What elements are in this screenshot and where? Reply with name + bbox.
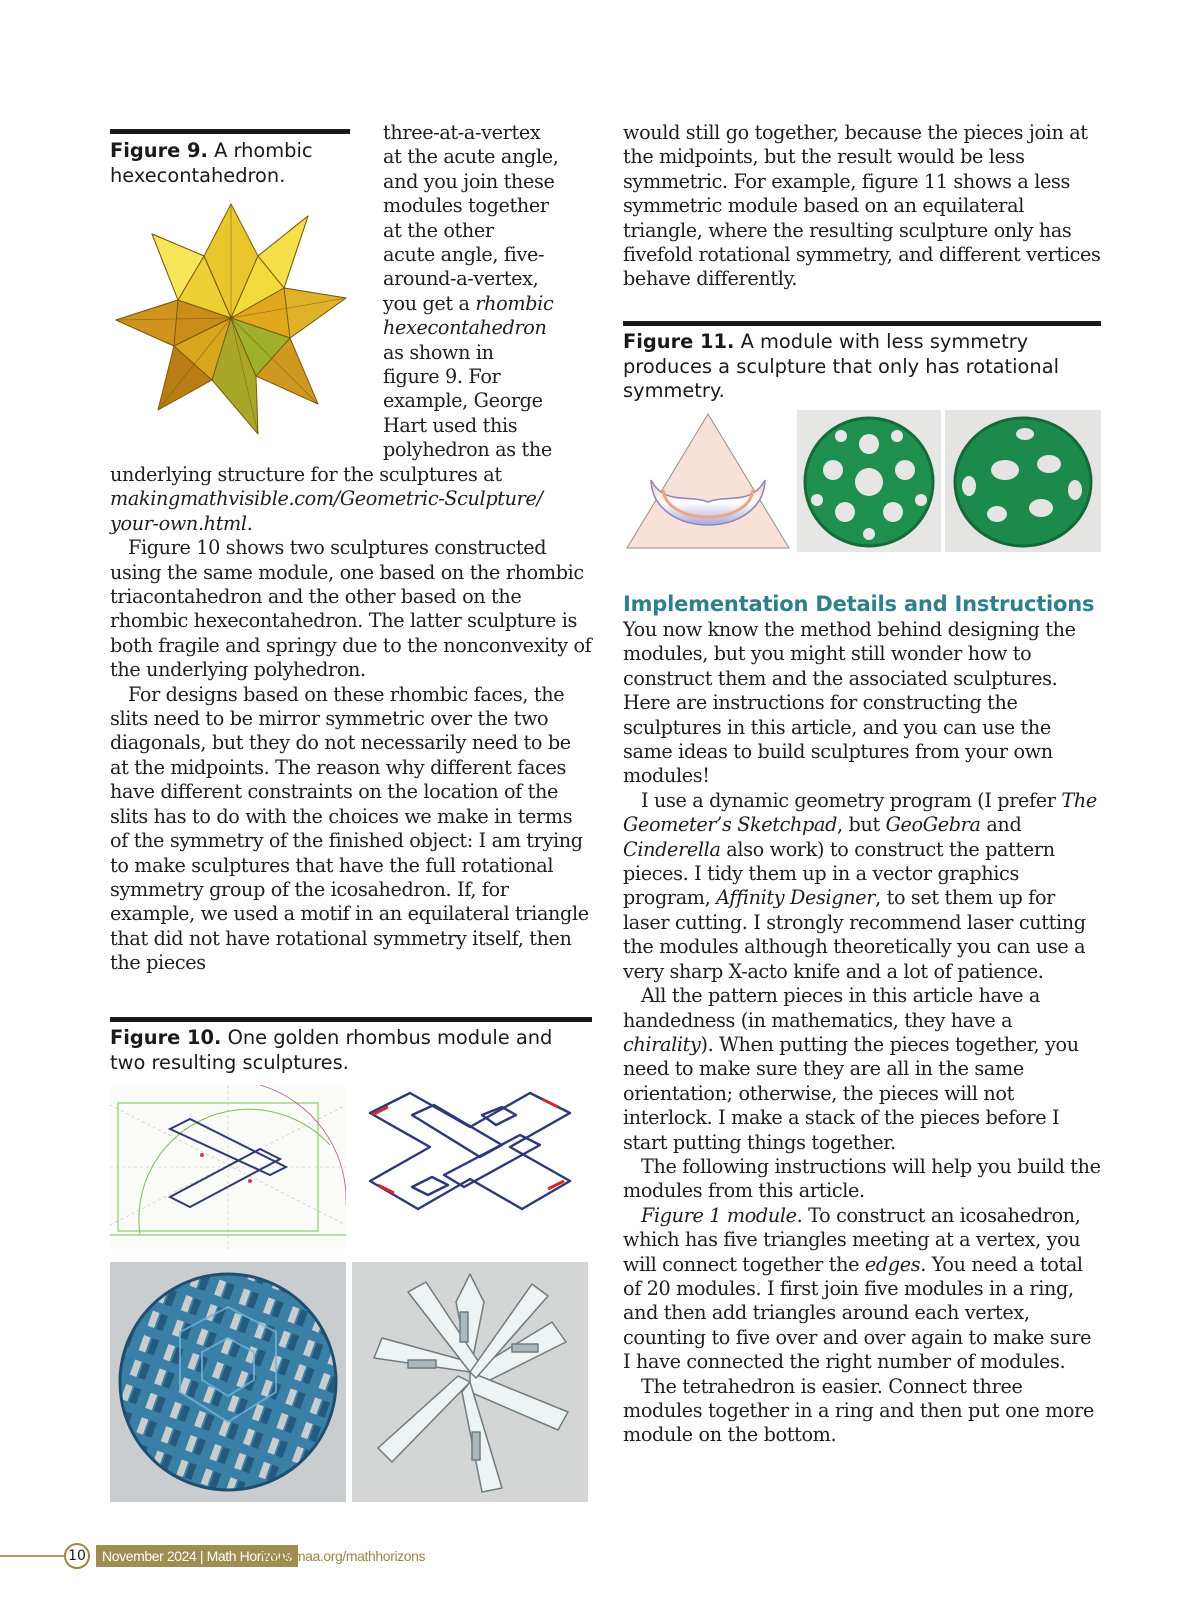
paragraph	[623, 1204, 1101, 1375]
fig10-module-pattern	[352, 1085, 588, 1249]
text-line: and you join these	[383, 169, 555, 193]
paragraph: The following instructions will help you build the modules from this article.	[623, 1154, 1101, 1203]
text-italic: rhombic	[475, 291, 554, 315]
text-italic: The Geometer’s Sketchpad	[623, 788, 1097, 837]
text-line: example, George	[383, 389, 543, 413]
text-line: around-a-vertex,	[383, 267, 539, 291]
text-italic: edges	[864, 1252, 921, 1276]
paragraph: The tetrahedron is easier. Connect three modules together in a ring and then put one more module on the bottom.	[623, 1374, 1094, 1447]
text-italic: GeoGebra	[885, 813, 981, 837]
text-line: figure 9. For	[383, 365, 501, 389]
paragraph: would still go together, because the pieces join at the midpoints, but the result would be less symmetric. For example, figure 11 shows a less symmetric module based on an equilateral triangle, where the resulting sculpture only has fivefold rotational symmetry, and different vertices behave differently.	[623, 121, 1101, 291]
issue-badge: November 2024 | Math Horizons	[96, 1545, 298, 1567]
fig9-caption	[110, 139, 350, 188]
text-span: . You need a total of 20 modules. I first join five modules in a ring, and then add triangles around each vertex, counting to five over and over again to make sure I have connected the right number of modules.	[623, 1252, 1092, 1374]
footer-rule	[0, 1555, 66, 1557]
link-text: makingmathvisible.com/Geometric-Sculpture/	[110, 487, 543, 511]
col2-top	[623, 121, 1101, 292]
text-line: polyhedron as the	[383, 438, 552, 462]
fig11-label: Figure 11.	[623, 330, 735, 353]
fig10-caption	[110, 1026, 592, 1075]
text-italic: Cinderella	[623, 837, 721, 861]
fig11-rule	[623, 321, 1101, 326]
text-line: modules together	[383, 194, 549, 218]
paragraph: Figure 10 shows two sculptures constructed using the same module, one based on the rhombic triacontahedron and the other based on the rhombic hexecontahedron. The latter sculpture is both fragile and springy due to the nonconvexity of the underlying polyhedron.	[110, 536, 592, 682]
col1-body	[110, 463, 592, 976]
paragraph	[110, 463, 592, 536]
fig11-sculpture-side	[945, 410, 1101, 552]
text-line: acute angle, five-	[383, 243, 545, 267]
fig11-caption	[623, 330, 1101, 404]
text-span: you get a	[383, 291, 476, 315]
section-heading: Implementation Details and Instructions	[623, 592, 1095, 616]
text-line	[383, 316, 583, 340]
text-line: at the other	[383, 218, 494, 242]
paragraph	[623, 789, 1101, 984]
fig11-triangle-module	[623, 410, 793, 552]
text-span: underlying structure for the sculptures at	[110, 463, 502, 486]
col1-narrow-text	[383, 121, 583, 463]
link-text: your-own.html	[110, 511, 247, 535]
text-span: , but	[837, 813, 886, 837]
fig9-label: Figure 9.	[110, 139, 208, 162]
paragraph: For designs based on these rhombic faces, the slits need to be mirror symmetric over the two diagonals, but they do not necessarily need to be at the midpoints. The reason why different faces have different constraints on the location of the slits has to do with the choices we make in terms of the symmetry of the finished object: I am trying to make sculptures that have the full rotational symmetry group of the icosahedron. If, for example, we used a motif in an equilateral triangle that did not have rotational symmetry itself, then the pieces	[110, 682, 589, 975]
text-span: I use a dynamic geometry program (I prefer	[641, 788, 1062, 812]
text-line	[383, 292, 583, 316]
text-italic: hexecontahedron	[383, 316, 547, 340]
fig10-rule	[110, 1017, 592, 1022]
text-italic: chirality	[623, 1032, 701, 1056]
fig10-text: One golden rhombus module and two resulting sculptures.	[110, 1026, 553, 1074]
footer-url[interactable]: www.maa.org/mathhorizons	[262, 1548, 426, 1564]
fig11-text: A module with less symmetry produces a sculpture that only has rotational symmetry.	[623, 330, 1059, 403]
fig9-text: A rhombic hexecontahedron.	[110, 139, 313, 187]
text-span: . To construct an icosahedron, which has five triangles meeting at a vertex, you will connect together the	[623, 1203, 1081, 1276]
text-span: ). When putting the pieces together, you need to make sure they are all in the same orientation; otherwise, the pieces will not interlock. I make a stack of the pieces before I start putting things together.	[623, 1032, 1079, 1154]
fig10-sculpture-blue	[110, 1262, 346, 1502]
text-span: .	[246, 511, 253, 535]
page-number: 10	[64, 1543, 90, 1569]
page-footer	[0, 1543, 460, 1569]
text-italic: Affinity Designer	[716, 886, 876, 910]
text-line: at the acute angle,	[383, 145, 559, 169]
text-span: also work) to construct the pattern pieces. I tidy them up in a vector graphics program,	[623, 837, 1055, 910]
text-span: All the pattern pieces in this article have a handedness (in mathematics, they have a	[623, 984, 1041, 1032]
text-italic: Figure 1 module	[641, 1203, 797, 1227]
fig10-label: Figure 10.	[110, 1026, 222, 1049]
text-line: Hart used this	[383, 413, 518, 437]
fig9-image	[108, 196, 354, 440]
paragraph: You now know the method behind designing the modules, but you might still wonder how to construct them and the associated sculptures. Here are instructions for constructing the sculptures in this article, and you can use the same ideas to build sculptures from your own modules!	[623, 618, 1076, 788]
paragraph	[623, 984, 1101, 1155]
col2-body	[623, 618, 1101, 1448]
fig11-sculpture-front	[797, 410, 941, 552]
fig10-sculpture-white	[352, 1262, 588, 1502]
text-span: and	[980, 813, 1022, 837]
fig10-construction-diagram	[110, 1085, 346, 1249]
text-line: three-at-a-vertex	[383, 121, 541, 144]
text-line: as shown in	[383, 340, 494, 364]
text-span: , to set them up for laser cutting. I strongly recommend laser cutting the modules although theoretically you can use a very sharp X-acto knife and a lot of patience.	[623, 886, 1086, 983]
fig9-rule	[110, 129, 350, 134]
